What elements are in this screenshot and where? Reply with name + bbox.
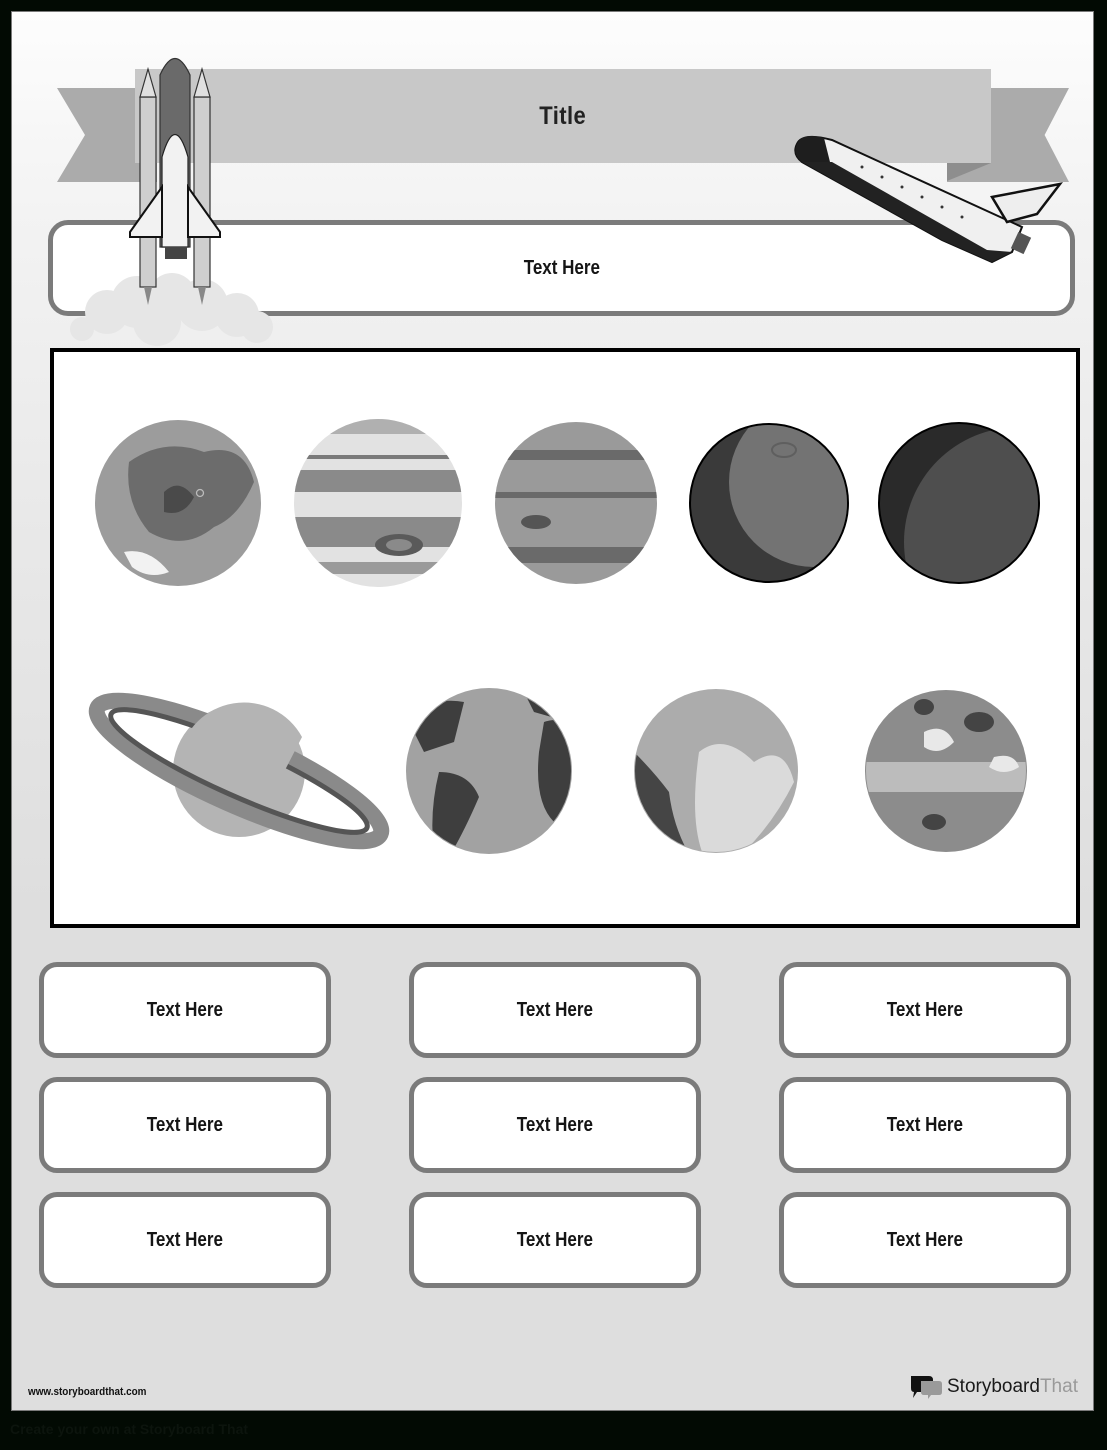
text-box-6[interactable] (779, 1077, 1071, 1173)
pluto-planet-icon (634, 689, 798, 862)
text-box-label[interactable]: Text Here (146, 998, 224, 1021)
space-shuttle-icon (792, 122, 1072, 272)
mars-planet-icon (95, 420, 261, 586)
speech-bubbles-icon (909, 1374, 943, 1400)
page-title[interactable]: Title (539, 101, 587, 130)
footer-url[interactable]: www.storyboardthat.com (28, 1386, 147, 1398)
subtitle-text[interactable]: Text Here (523, 256, 600, 279)
rocket-launch-icon (52, 47, 292, 347)
planets-illustration (54, 352, 1076, 924)
text-box-3[interactable] (779, 962, 1071, 1058)
jupiter-planet-icon (294, 417, 464, 597)
text-box-9[interactable] (779, 1192, 1071, 1288)
earth-planet-icon (404, 688, 584, 857)
dark-planet-2-icon (879, 423, 1076, 657)
banded-planet-icon (494, 422, 659, 587)
worksheet-page (11, 11, 1094, 1411)
logo-text-that: That (1039, 1376, 1078, 1397)
logo-text-storyboard: Storyboard (947, 1376, 1040, 1397)
dark-planet-1-icon (690, 397, 899, 582)
text-box-label[interactable]: Text Here (516, 1228, 594, 1251)
text-box-7[interactable] (39, 1192, 331, 1288)
saturn-planet-icon (84, 677, 395, 865)
text-box-label[interactable]: Text Here (886, 998, 964, 1021)
credit-text[interactable]: Create your own at Storyboard That (10, 1421, 249, 1437)
planet-image-panel[interactable] (50, 348, 1080, 928)
text-box-label[interactable]: Text Here (886, 1228, 964, 1251)
text-box-8[interactable] (409, 1192, 701, 1288)
text-box-label[interactable]: Text Here (886, 1113, 964, 1136)
text-box-1[interactable] (39, 962, 331, 1058)
text-box-5[interactable] (409, 1077, 701, 1173)
text-box-4[interactable] (39, 1077, 331, 1173)
text-box-label[interactable]: Text Here (516, 1113, 594, 1136)
storyboardthat-logo[interactable] (909, 1374, 1078, 1400)
text-box-label[interactable]: Text Here (516, 998, 594, 1021)
text-box-label[interactable]: Text Here (146, 1113, 224, 1136)
venus-planet-icon (864, 690, 1029, 852)
text-box-2[interactable] (409, 962, 701, 1058)
text-box-label[interactable]: Text Here (146, 1228, 224, 1251)
